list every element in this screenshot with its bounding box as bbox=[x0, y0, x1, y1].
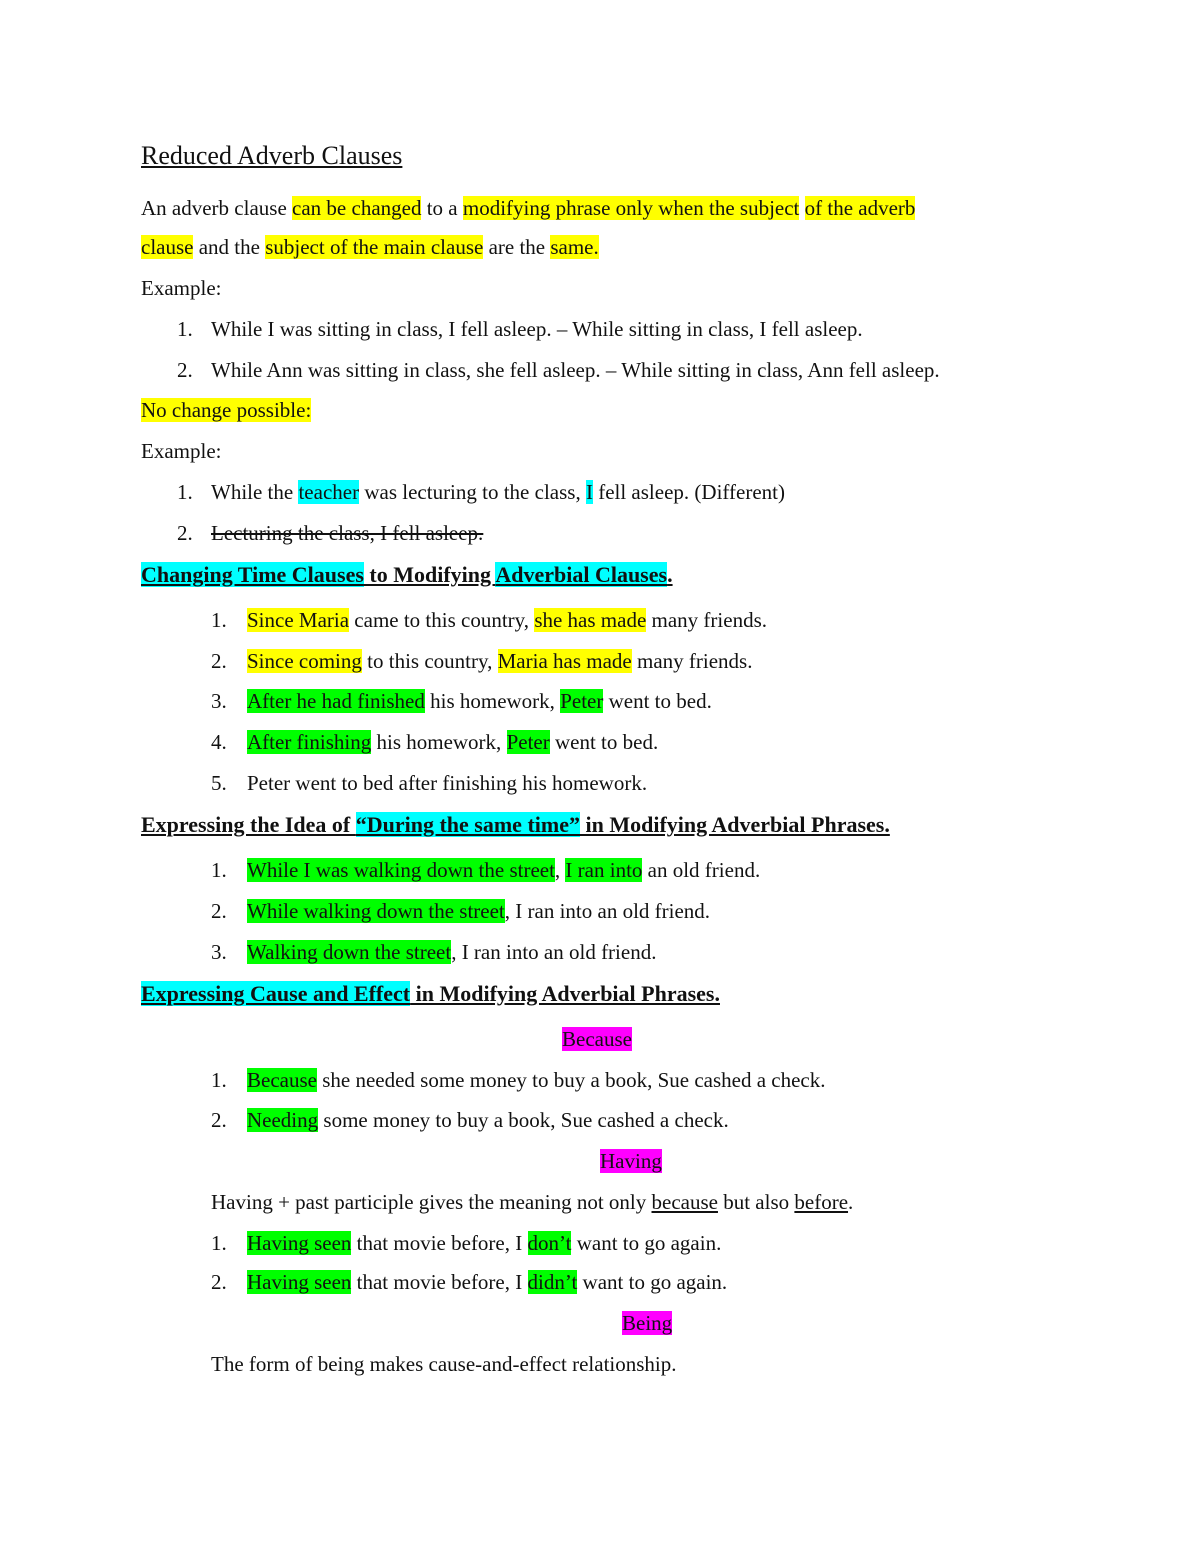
item-text: Lecturing the class, I fell asleep. bbox=[211, 521, 484, 545]
highlight-yellow: Maria has made bbox=[497, 649, 632, 673]
highlight-yellow: clause bbox=[141, 235, 194, 259]
no-change-label bbox=[141, 396, 311, 424]
list-number: 1. bbox=[211, 608, 227, 632]
list-number: 5. bbox=[211, 771, 227, 795]
highlight-yellow: same. bbox=[550, 235, 599, 259]
list-number: 1. bbox=[177, 317, 193, 341]
item-text: went to bed. bbox=[603, 689, 712, 713]
highlight-green: Needing bbox=[247, 1108, 319, 1132]
section-heading-cause bbox=[141, 980, 720, 1008]
highlight-cyan: teacher bbox=[298, 480, 360, 504]
highlight-yellow: subject of the main clause bbox=[265, 235, 484, 259]
list-number: 4. bbox=[211, 730, 227, 754]
being-label bbox=[622, 1309, 672, 1337]
highlight-green: Peter bbox=[506, 730, 550, 754]
because-label bbox=[562, 1025, 632, 1053]
note-text: Having + past participle gives the meaning not only bbox=[211, 1190, 652, 1214]
section-heading-time bbox=[141, 561, 673, 589]
highlight-yellow: Since Maria bbox=[247, 608, 350, 632]
highlight-magenta: Because bbox=[562, 1027, 632, 1051]
intro-line-1 bbox=[141, 194, 915, 222]
underlined-word: because bbox=[651, 1190, 718, 1214]
intro-text bbox=[799, 196, 804, 220]
having-note bbox=[211, 1188, 853, 1216]
example-label: Example: bbox=[141, 439, 222, 463]
list-item bbox=[247, 1066, 825, 1094]
item-text: While the bbox=[211, 480, 299, 504]
list-item bbox=[247, 647, 752, 675]
list-number: 2. bbox=[177, 521, 193, 545]
highlight-green: didn’t bbox=[527, 1270, 578, 1294]
highlight-cyan: Expressing Cause and Effect bbox=[141, 981, 411, 1006]
intro-text: are the bbox=[483, 235, 551, 259]
intro-text: to a bbox=[421, 196, 463, 220]
being-note: The form of being makes cause-and-effect relationship. bbox=[211, 1352, 677, 1376]
highlight-green: I ran into bbox=[565, 858, 643, 882]
highlight-yellow: can be changed bbox=[292, 196, 422, 220]
list-item bbox=[247, 1106, 729, 1134]
highlight-cyan: Changing Time Clauses bbox=[141, 562, 364, 587]
list-number: 2. bbox=[211, 649, 227, 673]
list-item bbox=[247, 856, 760, 884]
list-item bbox=[247, 1268, 727, 1296]
item-text: that movie before, I bbox=[351, 1231, 528, 1255]
item-text: , I ran into an old friend. bbox=[451, 940, 657, 964]
highlight-cyan: “During the same time” bbox=[355, 812, 580, 837]
list-number: 1. bbox=[211, 1068, 227, 1092]
item-text: fell asleep. (Different) bbox=[592, 480, 785, 504]
heading-text: in Modifying Adverbial Phrases. bbox=[579, 812, 890, 837]
item-text: she needed some money to buy a book, Sue cashed a check. bbox=[316, 1068, 826, 1092]
item-text: , I ran into an old friend. bbox=[504, 899, 711, 923]
highlight-yellow: Since coming bbox=[247, 649, 362, 673]
heading-text: in Modifying Adverbial Phrases. bbox=[410, 981, 720, 1006]
heading-text: Expressing the Idea of bbox=[141, 812, 356, 837]
list-item bbox=[247, 606, 767, 634]
item-text: an old friend. bbox=[642, 858, 761, 882]
item-text: some money to buy a book, Sue cashed a check. bbox=[318, 1108, 729, 1132]
item-text: came to this country, bbox=[349, 608, 535, 632]
heading-text: . bbox=[667, 562, 673, 587]
note-text: but also bbox=[717, 1190, 795, 1214]
highlight-yellow: modifying phrase only when the subject bbox=[462, 196, 800, 220]
highlight-green: Peter bbox=[560, 689, 604, 713]
highlight-green: Walking down the street bbox=[247, 940, 452, 964]
list-number: 2. bbox=[211, 1108, 227, 1132]
list-item bbox=[211, 478, 785, 506]
heading-text: to Modifying bbox=[363, 562, 496, 587]
highlight-green: don’t bbox=[527, 1231, 572, 1255]
section-heading-during bbox=[141, 811, 890, 839]
highlight-yellow: of the adverb bbox=[804, 196, 916, 220]
list-number: 1. bbox=[177, 480, 193, 504]
list-item: While Ann was sitting in class, she fell asleep. – While sitting in class, Ann fell asleep. bbox=[211, 358, 940, 382]
list-item bbox=[247, 897, 710, 925]
item-text: , bbox=[554, 858, 566, 882]
note-text: . bbox=[848, 1190, 854, 1214]
item-text: went to bed. bbox=[549, 730, 659, 754]
intro-text: An adverb clause bbox=[141, 196, 293, 220]
highlight-yellow: No change possible: bbox=[141, 398, 312, 422]
list-item bbox=[247, 728, 658, 756]
example-label: Example: bbox=[141, 276, 222, 300]
list-number: 2. bbox=[177, 358, 193, 382]
highlight-green: After he had finished bbox=[247, 689, 425, 713]
highlight-magenta: Being bbox=[622, 1311, 673, 1335]
item-text: want to go again. bbox=[571, 1231, 722, 1255]
list-number: 3. bbox=[211, 689, 227, 713]
highlight-green: While walking down the street bbox=[247, 899, 505, 923]
highlight-green: Because bbox=[247, 1068, 317, 1092]
highlight-yellow: she has made bbox=[534, 608, 647, 632]
intro-text: and the bbox=[193, 235, 266, 259]
list-number: 2. bbox=[211, 1270, 227, 1294]
struck-list-item bbox=[141, 519, 483, 547]
highlight-cyan: I bbox=[585, 480, 593, 504]
item-text: his homework, bbox=[371, 730, 507, 754]
intro-line-2 bbox=[141, 233, 599, 261]
page-title: Reduced Adverb Clauses bbox=[141, 141, 403, 170]
item-text: that movie before, I bbox=[351, 1270, 528, 1294]
list-item bbox=[247, 687, 712, 715]
list-item: While I was sitting in class, I fell asleep. – While sitting in class, I fell asleep. bbox=[211, 317, 863, 341]
item-text: many friends. bbox=[631, 649, 753, 673]
item-text: want to go again. bbox=[577, 1270, 728, 1294]
highlight-green: Having seen bbox=[247, 1231, 352, 1255]
having-label bbox=[600, 1147, 662, 1175]
list-number: 2. bbox=[211, 899, 227, 923]
list-number: 3. bbox=[211, 940, 227, 964]
item-text: was lecturing to the class, bbox=[359, 480, 586, 504]
item-text: his homework, bbox=[424, 689, 561, 713]
item-text: to this country, bbox=[361, 649, 498, 673]
list-number: 1. bbox=[211, 1231, 227, 1255]
highlight-green: While I was walking down the street bbox=[247, 858, 555, 882]
highlight-green: Having seen bbox=[247, 1270, 352, 1294]
list-item bbox=[247, 1229, 721, 1257]
highlight-magenta: Having bbox=[600, 1149, 662, 1173]
list-item bbox=[247, 938, 656, 966]
underlined-word: before bbox=[794, 1190, 849, 1214]
highlight-green: After finishing bbox=[247, 730, 372, 754]
list-number: 1. bbox=[211, 858, 227, 882]
highlight-cyan: Adverbial Clauses bbox=[495, 562, 668, 587]
item-text: many friends. bbox=[646, 608, 768, 632]
list-item: Peter went to bed after finishing his homework. bbox=[247, 771, 648, 795]
